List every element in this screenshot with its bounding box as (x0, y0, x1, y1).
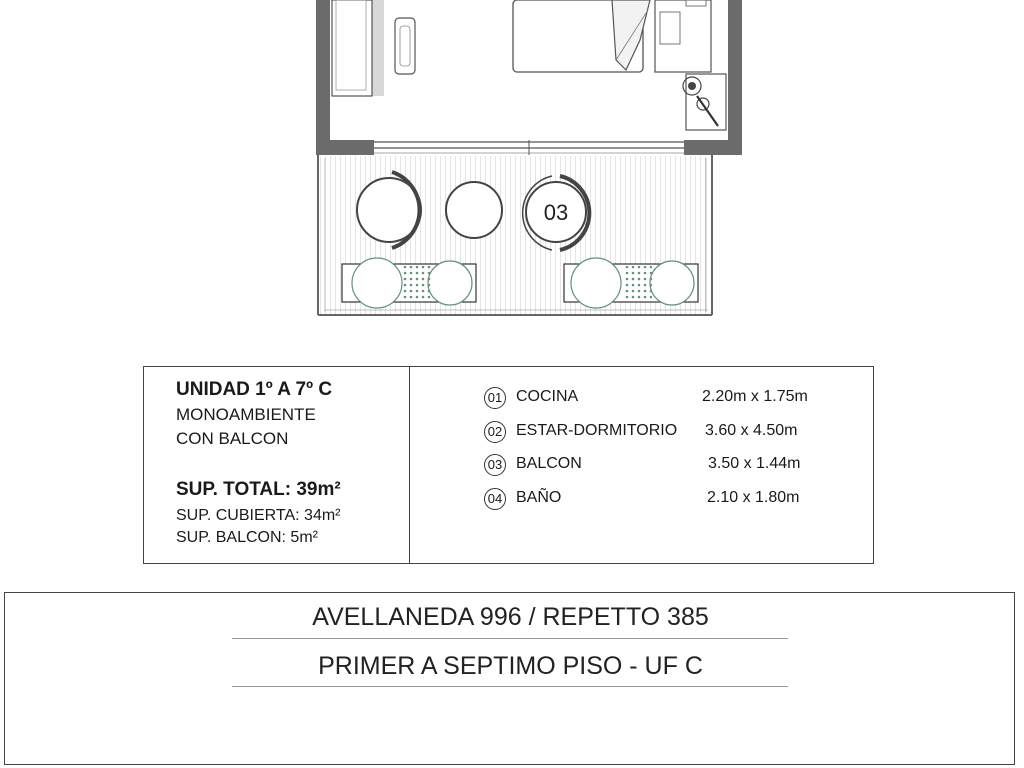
balcony-table (446, 182, 502, 238)
room-dimensions: 3.50 x 1.44m (708, 455, 801, 472)
floor-plan (0, 0, 1024, 345)
room-dimensions: 2.20m x 1.75m (702, 388, 808, 405)
room-name: BAÑO (516, 489, 562, 506)
divider (232, 638, 788, 639)
covered-area: SUP. CUBIERTA: 34m² (176, 507, 341, 524)
room-name: ESTAR-DORMITORIO (516, 422, 678, 439)
bed (513, 0, 650, 72)
room-number: 03 (484, 454, 506, 476)
divider (232, 686, 788, 687)
unit-info-table (143, 366, 874, 564)
lamp (683, 74, 726, 130)
room-number: 02 (484, 421, 506, 443)
floor-line: PRIMER A SEPTIMO PISO - UF C (318, 652, 703, 680)
balcony-label: 03 (543, 200, 569, 225)
address-line: AVELLANEDA 996 / REPETTO 385 (312, 603, 709, 631)
planter-right (564, 258, 698, 308)
unit-type: MONOAMBIENTE (176, 405, 316, 424)
room-name: COCINA (516, 388, 579, 405)
room-name: BALCON (516, 455, 582, 472)
total-area: SUP. TOTAL: 39m² (176, 479, 341, 500)
room-dimensions: 2.10 x 1.80m (707, 489, 800, 506)
unit-title: UNIDAD 1º A 7º C (176, 379, 333, 400)
address-box (4, 592, 1015, 765)
room-number: 04 (484, 488, 506, 510)
planter-left (342, 258, 476, 308)
balcony-window (374, 140, 684, 155)
walls (316, 0, 742, 155)
room-number: 01 (484, 387, 506, 409)
room-dimensions: 3.60 x 4.50m (705, 422, 798, 439)
nightstand (655, 0, 711, 72)
table-divider (409, 367, 410, 563)
unit-type-balcony: CON BALCON (176, 429, 289, 448)
balcony-area: SUP. BALCON: 5m² (176, 529, 318, 546)
